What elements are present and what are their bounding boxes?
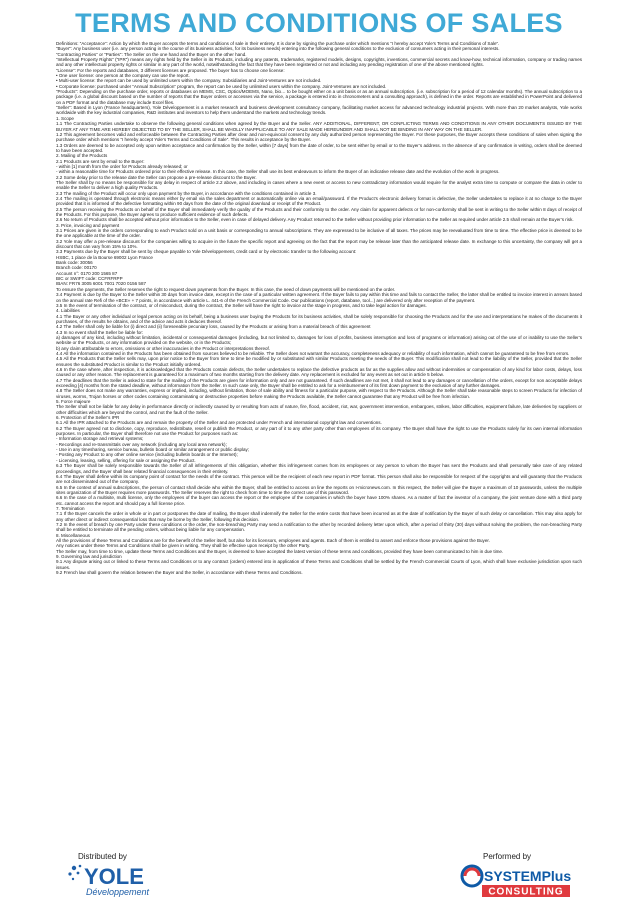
terms-paragraph: 3. Price, invoicing and payment — [56, 222, 120, 228]
terms-paragraph: 2.1 Products are sent by email to the Buyer: — [56, 158, 145, 164]
terms-paragraph: b) any claim attributable to errors, omissions or other inaccuracies in the Product or interpretations thereof. — [56, 345, 271, 351]
terms-paragraph: 7.1 If the Buyer cancels the order in whole or in part or postpones the date of mailing, the Buyer shall indemnify the Seller for the entire costs that have been incurred as at the date of notification by the Buyer of such delay or cancellation. This may also apply for any other direct or indirect consequential loss that may be borne by the Seller, following this decision. — [56, 511, 582, 522]
terms-paragraph: 3.1 Prices are given in the orders corresponding to each Product sold on a unit basis or corresponding to annual subscriptions. They are expressed to be inclusive of all taxes. The prices may be reevaluated from time to time. The effective price is deemed to be the one applicable at the time of the order. — [56, 228, 582, 239]
terms-paragraph: 9. Governing law and jurisdiction — [56, 554, 122, 559]
terms-paragraph: • Corporate license: purchased under “Annual Subscription” program, the report can be used by unlimited users within the company. Joint-Ventures are not included. — [56, 83, 387, 89]
terms-paragraph: To ensure the payments, the Seller reserves the right to request down payments from the Buyer. In this case, the need of down payments will be mentioned on the order. — [56, 286, 396, 292]
terms-paragraph: - within a reasonable time for Products ordered prior to their effective release. In this case, the Seller shall use its best endeavours to inform the Buyer of an indicative release date and the evolution of the work in progress. — [56, 169, 500, 175]
terms-paragraph: 3.5 In the event of termination of the contract, or of misconduct, during the contract, the Seller will have the right to invoice at the stage in progress, and to take legal action for damages. — [56, 302, 427, 308]
terms-paragraph: 4.2 The Seller shall only be liable for (i) direct and (ii) foreseeable pecuniary loss, caused by the Products or arising from a material breach of this agreement — [56, 324, 371, 330]
terms-paragraph: BIC or SWIFT code: CCFRFRPP — [56, 276, 123, 282]
terms-paragraph: 6.5 In the context of annual subscriptions, the person of contact shall decide who within the Buyer, shall be entitled to access on line the reports on I-micronews.com. In this respect, the Seller will give the Buyer a maximum of 10 passwords, unless the multiple sites organization of the Buyer requires more passwords. The Seller reserves the right to check from time to time the correct use of this password. — [56, 484, 582, 495]
terms-paragraph: 6.2 The Buyer agreed not to disclose, copy, reproduce, redistribute, resell or publish the Product, or any part of it to any other party other than employees of its company. The Buyer shall have the right to use the Products solely for its own internal information purposes. In particular, the Buyer shall therefore not use the Product for purposes such as: — [56, 425, 582, 437]
yole-logo-text: YOLE — [84, 864, 144, 889]
terms-paragraph: 4.4 All the information contained in the Products has been obtained from sources believed to be reliable. The Seller does not warrant the accuracy, completeness adequacy or reliability of such information, which cannot be guaranteed to be free from errors. — [56, 350, 570, 356]
terms-paragraph: Definitions: “Acceptance”: Action by which the Buyer accepts the terms and conditions of sale in their entirety. It is done by signing the purchase order which mentions “I hereby accept Yole’s Terms and Conditions of Sale”. — [56, 41, 500, 46]
distributed-by-label: Distributed by — [78, 852, 127, 861]
terms-paragraph: 6.1 All the IPR attached to the Products are and remain the property of the Seller and are protected under French and international copyright law and conventions. — [56, 420, 382, 426]
terms-paragraph: HSBC, 1 place de la Bourse 69002 Lyon France — [56, 254, 153, 260]
terms-paragraph: - Recordings and re-transmittals over any network (including any local area network); — [56, 441, 227, 447]
terms-paragraph: 7.2 In the event of breach by one Party under these conditions or the order, the non-breaching Party may send a notification to the other by recorded delivery letter upon which, after a period of thirty (30) days without solving the problem, the non-breaching Party shall be entitled to terminate all the pending orders, without being liable for any compensation. — [56, 521, 582, 533]
terms-paragraph: - Use in any timesharing, service bureau, bulletin board or similar arrangement or public display; — [56, 447, 250, 453]
terms-paragraph: 2.6 No return of Products shall be accepted without prior information to the Seller, even in case of delayed delivery. Any Product returned to the Seller without providing prior information to the Seller as required under article 2.5 shall remain at the Buyer’s risk. — [56, 217, 574, 223]
terms-paragraph: 1.1 The Contracting Parties undertake to observe the following general conditions when agreed by the Buyer and the Seller. ANY ADDITIONAL, DIFFERENT, OR CONFLICTING TERMS AND CONDITIONS IN ANY OTHER DOCUMENTS ISSUED BY THE BUYER AT ANY TIME ARE HEREBY OBJECTED TO BY THE SELLER, SHALL BE WHOLLY INAPPLICABLE TO ANY SALE MADE HEREUNDER AND SHALL NOT BE BINDING IN ANY WAY ON THE SELLER. — [56, 121, 582, 132]
terms-paragraph: 6.3 The Buyer shall be solely responsible towards the Seller of all infringements of this obligation, whether this infringement comes from its employees or any person to whom the Buyer has sent the Products and shall personally take care of any related proceedings, and the Buyer shall bear related financial consequences in their entirety. — [56, 463, 582, 474]
terms-paragraph: “Contracting Parties” or “Parties”: The Seller on the one hand and the Buyer on the other hand. — [56, 51, 247, 57]
terms-paragraph: Account n°: 0170 200 1565 87 — [56, 270, 118, 276]
terms-paragraph: - within [1] month from the order for Products already released; or — [56, 163, 188, 169]
terms-paragraph: 1.3 Orders are deemed to be accepted only upon written acceptance and confirmation by the Seller, within [7 days] from the date of order, to be sent either by email or to the Buyer’s address. In the absence of any confirmation in writing, orders shall be deemed to have been accepted. — [56, 142, 582, 153]
terms-paragraph: 4.5 All the Products that the Seller sells may, upon prior notice to the Buyer from time to time be modified by or substituted with similar Products meeting the needs of the Buyer. This modification shall not lead to the liability of the Seller, provided that the Seller ensures the substituted Product is similar to the Product initially ordered. — [56, 356, 582, 367]
terms-paragraph: All the provisions of these Terms and Conditions are for the benefit of the Seller itself, but also for its licensors, employees and agents. Each of them is entitled to assert and enforce those provisions against the Buyer. — [56, 537, 490, 543]
terms-paragraph: 1.2 This agreement becomes valid and enforceable between the Contracting Parties after clear and non-equivocal consent by any duly authorized person representing the Buyer. For these purposes, the Buyer accepts these conditions of sales when signing the purchase order which mentions “I hereby accept Yole’s Terms and Conditions of Sale”. This results in acceptance by the Buyer. — [56, 131, 582, 143]
terms-paragraph: Any notices under these Terms and Conditions shall be given in writing. They shall be effective upon receipt by the other Party. — [56, 543, 311, 549]
terms-paragraph: 4.3 In no event shall the Seller be liable for: — [56, 329, 144, 335]
systemplus-logo-sub: CONSULTING — [488, 886, 564, 898]
terms-paragraph: 3.3 Payments due by the Buyer shall be sent by cheque payable to Yole Développement, credit card or by electronic transfer to the following account: — [56, 249, 357, 255]
terms-paragraph: “Buyer”: Any business user (i.e. any person acting in the course of its business activities, for its business needs) entering into the following general conditions to the exclusion of consumers acting in their personal interests. — [56, 46, 500, 52]
terms-paragraph: 6.4 The Buyer shall define within its company point of contact for the needs of the contract. This person will be the recipient of each new report in PDF format. This person shall also be responsible for respect of the copyrights and will guaranty that the Products are not disseminated out of the company. — [56, 473, 582, 485]
terms-paragraph: • One user license: one person at the company can use the report. — [56, 73, 190, 79]
terms-paragraph: - Licensing, leasing, selling, offering for sale or assigning the Product. — [56, 457, 196, 463]
terms-body — [56, 41, 582, 847]
yole-logo-sub: Développement — [86, 887, 150, 897]
terms-paragraph: 2.4 The mailing is operated through electronic means either by email via the sales department or automatically online via an email/password. If the Product’s electronic delivery format is defective, the Seller undertakes to replace it at no charge to the Buyer provided that it is informed of the defective formatting within 90 days from the date of the original download or receipt of the Product. — [56, 195, 582, 207]
terms-paragraph: “Intellectual Property Rights” (“IPR”) means any rights held by the Seller in its Products, including any patents, trademarks, registered models, designs, copyrights, inventions, commercial secrets and know-how, technical information, company or trading names and any other intellectual property rights or similar in any part of the world, notwithstanding the fact that they have been registered or not and including any pending registration of one of the above mentioned rights. — [56, 57, 582, 68]
terms-paragraph: “License”: For the reports and databases, 3 different licenses are proposed. The buyer has to choose one license: — [56, 67, 285, 73]
terms-paragraph: “Seller”: Based in Lyon (France headquarters), Yole Développement is a market research and business development consultancy company, facilitating market access for advanced technology industrial projects. With more than 20 market analysts, Yole works worldwide with the key industrial companies, R&D institutes and investors to help them understand the markets and technology trends. — [56, 105, 582, 116]
systemplus-logo — [460, 863, 572, 899]
terms-paragraph: 3.4 Payment is due by the Buyer to the Seller within 30 days from invoice date, except in the case of a particular written agreement. If the Buyer fails to pay within this time and fails to contact the Seller, the latter shall be entitled to invoice interest in arrears based on the annual rate Refi of the «BCE» + 7 points, in accordance with article L. 441-6 of the French Commercial Code. Our publications (report, database, tool...) are delivered only after reception of the payment. — [56, 292, 582, 303]
yole-logo — [66, 862, 176, 900]
terms-paragraph: 5. Force majeure — [56, 399, 91, 405]
terms-paragraph: 9.1 Any dispute arising out or linked to these Terms and Conditions or to any contract (orders) entered into in application of these Terms and Conditions shall be settled by the French Commercial Courts of Lyon, which shall have exclusive jurisdiction upon such issues. — [56, 559, 582, 570]
terms-paragraph: IBAN: FR76 3005 6001 7001 7020 0156 587 — [56, 281, 146, 287]
terms-paragraph: 8. Miscellaneous — [56, 532, 90, 538]
terms-paragraph: The Seller shall by no means be responsible for any delay in respect of article 2.2 above, and including in cases where a new event or access to new contradictory information would require for the analyst extra time to compute or compare the data in order to enable the Seller to deliver a high quality Products. — [56, 179, 582, 191]
terms-paragraph: 2.3 The mailing of the Product will occur only upon payment by the Buyer, in accordance with the conditions contained in article 3. — [56, 190, 317, 196]
terms-paragraph: - Posting any Product to any other online service (including bulletin boards or the Internet); — [56, 452, 238, 458]
terms-paragraph: 3.2 Yole may offer a pre-release discount for the companies willing to acquire in the future the specific report and agreeing on the fact that the report may be release later than the anticipated release date. In exchange to this uncertainty, the company will get a discount that can vary from 15% to 10%. — [56, 238, 582, 250]
terms-paragraph: Bank code: 30056 — [56, 260, 93, 266]
terms-paragraph: 4.1 The Buyer or any other individual or legal person acting on its behalf, being a business user buying the Products for its business activities, shall be solely responsible for choosing the Products and for the use and interpretations he makes of the documents it purchases, of the results he obtains, and of the advice and acts it deduces thereof. — [56, 313, 582, 324]
terms-paragraph: 9.2 French law shall govern the relation between the Buyer and the Seller, in accordance with these Terms and Conditions. — [56, 570, 303, 576]
terms-paragraph: 4.7 The deadlines that the Seller is asked to state for the mailing of the Products are given for information only and are not guaranteed. If such deadlines are not met, it shall not lead to any damages or cancellation of the orders, except for non acceptable delays exceeding [4] months from the stated deadline, without information from the Seller. In such case only, the Buyer shall be entitled to ask for a reimbursement of its first down payment to the exclusion of any further damages. — [56, 377, 582, 388]
systemplus-logo-text: SYSTEMPlus — [484, 868, 572, 884]
terms-paragraph: The Seller may, from time to time, update these Terms and Conditions and the Buyer, is deemed to have accepted the latest version of these terms and conditions, provided they have been communicated to him in due time. — [56, 548, 504, 554]
terms-paragraph: “Products”: Depending on the purchase order, reports or databases on MEMS, CSC, Optics/MOEMS, Nano, bio… to be bought either on a unit basis or as an annual subscription. (i.e. subscription for a period of 12 calendar months). The annual subscription to a package (i.e. a global discount based on the number of reports that the Buyer orders or accesses via the service, a package is entered into in chronometers and a consulting approach), is defined in the order. Reports are established in PowerPoint and delivered on a PDF format and the database may include Excel files. — [56, 89, 582, 105]
terms-paragraph: 4.6 In the case where, after inspection, it is acknowledged that the Products contain defects, the Seller undertakes to replace the defective products as far as the supplies allow and without indemnities or compensation of any kind for labor costs, delays, loss caused or any other reason. The replacement is guaranteed for a maximum of two months starting from the delivery date. Any replacement is excluded for any event as set out in article 5 below. — [56, 366, 582, 378]
terms-paragraph: 7. Termination — [56, 505, 85, 511]
terms-paragraph: 6. Protection of the Seller’s IPR — [56, 415, 120, 421]
terms-paragraph: Branch code: 00170 — [56, 265, 97, 271]
page-title: TERMS AND CONDITIONS OF SALES — [75, 8, 563, 38]
terms-paragraph: a) damages of any kind, including without limitation, incidental or consequential damages (including, but not limited to, damages for loss of profits, business interruption and loss of programs or information) arising out of the use of or inability to use the Seller’s website or the Products, or any information provided on the website, or in the Products; — [56, 334, 582, 346]
terms-paragraph: 4. Liabilities — [56, 308, 80, 314]
terms-paragraph: 6.6 In the case of a multisite, multi license, only the employees of the buyer can access the report or the employee of the companies in which the buyer have 100% shares. As a matter of fact the investor of a company, the joint venture done with a third party etc..cannot access the report and should pay a full license price. — [56, 495, 582, 506]
terms-paragraph: 1. Scope — [56, 115, 74, 121]
terms-paragraph: 2.5 The person receiving the Products on behalf of the Buyer shall immediately verify the quality of the Products and their conformity to the order. Any claim for apparent defects or for non-conformity shall be sent in writing to the Seller within 8 days of receipt of the Products. For this purpose, the Buyer agrees to produce sufficient evidence of such defects. — [56, 206, 582, 217]
footer — [0, 846, 638, 903]
terms-paragraph: - Information storage and retrieval systems; — [56, 436, 144, 442]
terms-paragraph: 4.8 The Seller does not make any warranties, express or implied, including, without limitation, those of sale ability and fitness for a particular purpose, with respect to the Products. Although the Seller shall take reasonable steps to screen Products for infection of viruses, worms, Trojan horses or other codes containing contaminating or destructive properties before making the Products available, the Seller cannot guarantee that any Product will be free from infection. — [56, 388, 582, 399]
performed-by-label: Performed by — [483, 852, 532, 861]
terms-paragraph: • Multi-user license: the report can be used by unlimited users within the company. Subsidiaries and Joint-Ventures are not included. — [56, 78, 322, 84]
terms-paragraph: 2.2 Some delay prior to the release date the Seller can propose a pre-release discount to the Buyer. — [56, 174, 257, 180]
terms-paragraph: The Seller shall not be liable for any delay in performance directly or indirectly caused by or resulting from acts of nature, fire, flood, accident, riot, war, government intervention, embargoes, strikes, labor difficulties, equipment failure, late deliveries by suppliers or other difficulties which are beyond the control, and not the fault of the Seller. — [56, 404, 582, 415]
terms-paragraph: 2. Mailing of the Products — [56, 153, 108, 159]
